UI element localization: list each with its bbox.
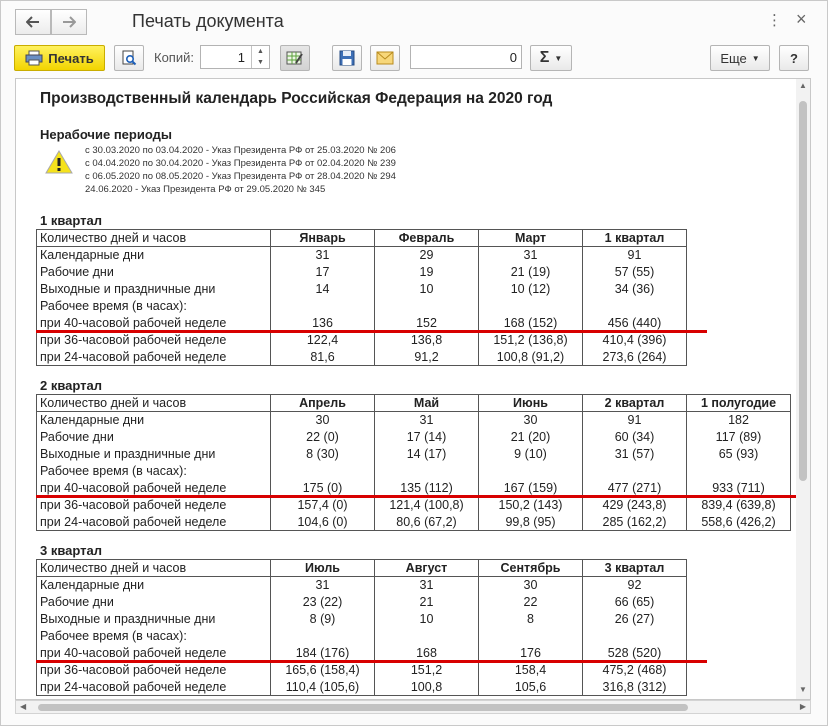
column-header-cell: Февраль xyxy=(375,230,479,247)
quarter-title: 3 квартал xyxy=(40,543,103,558)
row-label-cell: при 36-часовой рабочей неделе xyxy=(37,662,271,679)
row-label-cell: Рабочие дни xyxy=(37,429,271,446)
quarter-title: 2 квартал xyxy=(40,378,103,393)
help-button[interactable] xyxy=(779,45,809,71)
value-cell: 184 (176) xyxy=(271,645,375,662)
value-cell: 60 (34) xyxy=(583,429,687,446)
value-cell: 175 (0) xyxy=(271,480,375,497)
value-cell: 182 xyxy=(687,412,791,429)
value-cell: 10 xyxy=(375,281,479,298)
value-cell: 57 (55) xyxy=(583,264,687,281)
value-cell: 14 xyxy=(271,281,375,298)
value-cell: 150,2 (143) xyxy=(479,497,583,514)
value-cell: 152 xyxy=(375,315,479,332)
value-cell: 429 (243,8) xyxy=(583,497,687,514)
value-cell: 8 (9) xyxy=(271,611,375,628)
value-cell: 839,4 (639,8) xyxy=(687,497,791,514)
title-bar xyxy=(1,1,828,41)
column-header-cell: 3 квартал xyxy=(583,560,687,577)
highlight-underline xyxy=(36,495,811,498)
copies-label: Копий: xyxy=(154,50,194,65)
value-cell: 80,6 (67,2) xyxy=(375,514,479,531)
table-row xyxy=(37,298,687,315)
column-header-cell: Июль xyxy=(271,560,375,577)
row-label-cell: Календарные дни xyxy=(37,577,271,594)
save-button[interactable] xyxy=(332,45,362,71)
value-cell: 117 (89) xyxy=(687,429,791,446)
arrow-left-icon xyxy=(26,16,40,28)
value-cell: 30 xyxy=(271,412,375,429)
value-cell: 9 (10) xyxy=(479,446,583,463)
sum-dropdown-button[interactable] xyxy=(530,45,572,71)
value-cell: 168 (152) xyxy=(479,315,583,332)
more-button-label: Еще xyxy=(720,50,747,66)
value-cell: 22 (0) xyxy=(271,429,375,446)
document-area[interactable] xyxy=(15,78,811,700)
value-cell: 10 (12) xyxy=(479,281,583,298)
forward-button[interactable] xyxy=(51,9,87,35)
more-button[interactable] xyxy=(710,45,770,71)
table-header-row xyxy=(37,395,791,412)
window-title: Печать документа xyxy=(132,11,284,31)
table-row xyxy=(37,497,791,514)
value-cell: 135 (112) xyxy=(375,480,479,497)
value-cell: 31 xyxy=(479,247,583,264)
table-header-row xyxy=(37,560,687,577)
value-cell: 21 (20) xyxy=(479,429,583,446)
value-cell: 81,6 xyxy=(271,349,375,366)
nonwork-period-line: 24.06.2020 - Указ Президента РФ от 29.05.2020 № 345 xyxy=(85,184,326,195)
table-row xyxy=(37,514,791,531)
value-cell xyxy=(687,463,791,480)
table-row xyxy=(37,628,687,645)
spin-up-icon[interactable]: ▲ xyxy=(257,48,264,55)
table-edit-icon xyxy=(286,50,304,66)
table-row xyxy=(37,412,791,429)
value-cell: 136,8 xyxy=(375,332,479,349)
vertical-scroll-thumb[interactable] xyxy=(799,101,807,481)
value-cell: 110,4 (105,6) xyxy=(271,679,375,696)
copies-input[interactable] xyxy=(200,45,270,69)
row-label-cell: при 36-часовой рабочей неделе xyxy=(37,332,271,349)
value-cell: 31 xyxy=(375,577,479,594)
value-cell xyxy=(375,298,479,315)
envelope-icon xyxy=(376,51,394,65)
preview-button[interactable] xyxy=(114,45,144,71)
table-row xyxy=(37,480,791,497)
value-cell: 933 (711) xyxy=(687,480,791,497)
highlight-underline xyxy=(36,330,707,333)
value-cell xyxy=(271,298,375,315)
column-header-cell: Сентябрь xyxy=(479,560,583,577)
row-label-cell: при 36-часовой рабочей неделе xyxy=(37,497,271,514)
value-cell: 31 (57) xyxy=(583,446,687,463)
value-cell: 31 xyxy=(375,412,479,429)
spin-down-icon[interactable]: ▼ xyxy=(257,59,264,66)
sigma-icon: Σ xyxy=(539,49,550,66)
row-label-cell: Рабочие дни xyxy=(37,264,271,281)
nonwork-periods-title: Нерабочие периоды xyxy=(40,127,172,142)
table-row xyxy=(37,264,687,281)
table-row xyxy=(37,594,687,611)
value-cell xyxy=(271,463,375,480)
value-cell: 167 (159) xyxy=(479,480,583,497)
value-cell xyxy=(271,628,375,645)
row-label-cell: Выходные и праздничные дни xyxy=(37,611,271,628)
value-cell: 91,2 xyxy=(375,349,479,366)
value-cell: 17 (14) xyxy=(375,429,479,446)
sum-value: 0 xyxy=(509,50,517,65)
nonwork-period-line: с 06.05.2020 по 08.05.2020 - Указ Президента РФ от 28.04.2020 № 294 xyxy=(85,171,396,182)
value-cell xyxy=(583,628,687,645)
row-label-cell: Календарные дни xyxy=(37,412,271,429)
horizontal-scroll-thumb[interactable] xyxy=(38,704,688,711)
value-cell: 528 (520) xyxy=(583,645,687,662)
value-cell: 100,8 xyxy=(375,679,479,696)
value-cell: 475,2 (468) xyxy=(583,662,687,679)
value-cell: 17 xyxy=(271,264,375,281)
value-cell xyxy=(479,298,583,315)
value-cell: 91 xyxy=(583,412,687,429)
document-title: Производственный календарь Российская Федерация на 2020 год xyxy=(40,90,553,107)
row-label-cell: Календарные дни xyxy=(37,247,271,264)
value-cell: 176 xyxy=(479,645,583,662)
table-row xyxy=(37,611,687,628)
column-header-cell: Март xyxy=(479,230,583,247)
nonwork-period-line: с 30.03.2020 по 03.04.2020 - Указ Президента РФ от 25.03.2020 № 206 xyxy=(85,145,396,156)
table-row xyxy=(37,332,687,349)
row-label-cell: при 24-часовой рабочей неделе xyxy=(37,679,271,696)
table-row xyxy=(37,662,687,679)
copies-value: 1 xyxy=(237,50,245,65)
scroll-left-icon[interactable]: ◀ xyxy=(20,702,27,711)
arrow-right-icon xyxy=(62,16,76,28)
quarter-title: 1 квартал xyxy=(40,213,103,228)
column-header-cell: 1 квартал xyxy=(583,230,687,247)
column-header-cell: 2 квартал xyxy=(583,395,687,412)
help-icon: ? xyxy=(790,50,798,66)
scroll-down-icon[interactable]: ▼ xyxy=(799,685,807,694)
table-row xyxy=(37,463,791,480)
value-cell: 14 (17) xyxy=(375,446,479,463)
value-cell: 23 (22) xyxy=(271,594,375,611)
value-cell: 316,8 (312) xyxy=(583,679,687,696)
value-cell: 8 (30) xyxy=(271,446,375,463)
table-row xyxy=(37,645,687,662)
value-cell: 65 (93) xyxy=(687,446,791,463)
value-cell: 157,4 (0) xyxy=(271,497,375,514)
value-cell: 273,6 (264) xyxy=(583,349,687,366)
table-row xyxy=(37,349,687,366)
row-label-cell: Количество дней и часов xyxy=(37,230,271,247)
value-cell: 26 (27) xyxy=(583,611,687,628)
printer-icon xyxy=(25,50,43,66)
nonwork-period-line: с 04.04.2020 по 30.04.2020 - Указ Президента РФ от 02.04.2020 № 239 xyxy=(85,158,396,169)
value-cell xyxy=(583,463,687,480)
quarter-table xyxy=(36,559,687,696)
row-label-cell: Рабочее время (в часах): xyxy=(37,628,271,645)
value-cell: 99,8 (95) xyxy=(479,514,583,531)
value-cell: 22 xyxy=(479,594,583,611)
horizontal-scrollbar[interactable] xyxy=(15,700,811,714)
row-label-cell: Выходные и праздничные дни xyxy=(37,281,271,298)
row-label-cell: при 24-часовой рабочей неделе xyxy=(37,349,271,366)
table-row xyxy=(37,281,687,298)
row-label-cell: Рабочее время (в часах): xyxy=(37,463,271,480)
value-cell xyxy=(479,463,583,480)
value-cell: 285 (162,2) xyxy=(583,514,687,531)
print-button-label: Печать xyxy=(48,50,94,66)
value-cell: 31 xyxy=(271,247,375,264)
floppy-disk-icon xyxy=(339,50,355,66)
value-cell: 91 xyxy=(583,247,687,264)
value-cell: 168 xyxy=(375,645,479,662)
copies-stepper[interactable] xyxy=(251,46,269,68)
table-row xyxy=(37,247,687,264)
value-cell: 158,4 xyxy=(479,662,583,679)
table-row xyxy=(37,446,791,463)
column-header-cell: Январь xyxy=(271,230,375,247)
row-label-cell: при 40-часовой рабочей неделе xyxy=(37,315,271,332)
value-cell: 31 xyxy=(271,577,375,594)
value-cell: 121,4 (100,8) xyxy=(375,497,479,514)
scroll-right-icon[interactable]: ▶ xyxy=(799,702,806,711)
row-label-cell: Количество дней и часов xyxy=(37,560,271,577)
table-header-row xyxy=(37,230,687,247)
value-cell: 558,6 (426,2) xyxy=(687,514,791,531)
table-row xyxy=(37,429,791,446)
value-cell xyxy=(375,463,479,480)
back-button[interactable] xyxy=(15,9,51,35)
value-cell: 34 (36) xyxy=(583,281,687,298)
value-cell: 92 xyxy=(583,577,687,594)
value-cell: 10 xyxy=(375,611,479,628)
send-email-button[interactable] xyxy=(370,45,400,71)
quarter-table xyxy=(36,394,791,531)
edit-mode-toggle[interactable] xyxy=(280,45,310,71)
value-cell: 122,4 xyxy=(271,332,375,349)
column-header-cell: Апрель xyxy=(271,395,375,412)
row-label-cell: при 40-часовой рабочей неделе xyxy=(37,645,271,662)
value-cell: 105,6 xyxy=(479,679,583,696)
value-cell: 165,6 (158,4) xyxy=(271,662,375,679)
value-cell xyxy=(375,628,479,645)
value-cell: 66 (65) xyxy=(583,594,687,611)
row-label-cell: при 24-часовой рабочей неделе xyxy=(37,514,271,531)
column-header-cell: 1 полугодие xyxy=(687,395,791,412)
value-cell: 29 xyxy=(375,247,479,264)
value-cell: 30 xyxy=(479,412,583,429)
value-cell: 21 xyxy=(375,594,479,611)
value-cell: 410,4 (396) xyxy=(583,332,687,349)
vertical-scrollbar[interactable] xyxy=(796,79,810,699)
value-cell: 136 xyxy=(271,315,375,332)
value-cell: 456 (440) xyxy=(583,315,687,332)
scroll-up-icon[interactable]: ▲ xyxy=(799,81,807,90)
warning-icon xyxy=(44,149,74,175)
value-cell xyxy=(583,298,687,315)
value-cell: 19 xyxy=(375,264,479,281)
row-label-cell: при 40-часовой рабочей неделе xyxy=(37,480,271,497)
print-button[interactable] xyxy=(14,45,105,71)
value-cell: 21 (19) xyxy=(479,264,583,281)
column-header-cell: Июнь xyxy=(479,395,583,412)
value-cell xyxy=(479,628,583,645)
highlight-underline xyxy=(36,660,707,663)
row-label-cell: Рабочее время (в часах): xyxy=(37,298,271,315)
value-cell: 100,8 (91,2) xyxy=(479,349,583,366)
row-label-cell: Выходные и праздничные дни xyxy=(37,446,271,463)
table-row xyxy=(37,315,687,332)
value-cell: 8 xyxy=(479,611,583,628)
dropdown-arrow-icon: ▼ xyxy=(554,53,563,63)
value-cell: 151,2 xyxy=(375,662,479,679)
value-cell: 151,2 (136,8) xyxy=(479,332,583,349)
more-menu-icon[interactable]: ⋮ xyxy=(767,12,782,29)
value-cell: 30 xyxy=(479,577,583,594)
table-row xyxy=(37,577,687,594)
row-label-cell: Количество дней и часов xyxy=(37,395,271,412)
sum-value-field xyxy=(410,45,522,69)
value-cell: 104,6 (0) xyxy=(271,514,375,531)
value-cell: 477 (271) xyxy=(583,480,687,497)
page-preview-icon xyxy=(121,50,137,66)
column-header-cell: Май xyxy=(375,395,479,412)
table-row xyxy=(37,679,687,696)
column-header-cell: Август xyxy=(375,560,479,577)
close-icon[interactable]: × xyxy=(796,9,807,29)
quarter-table xyxy=(36,229,687,366)
row-label-cell: Рабочие дни xyxy=(37,594,271,611)
dropdown-arrow-icon: ▼ xyxy=(751,53,760,63)
